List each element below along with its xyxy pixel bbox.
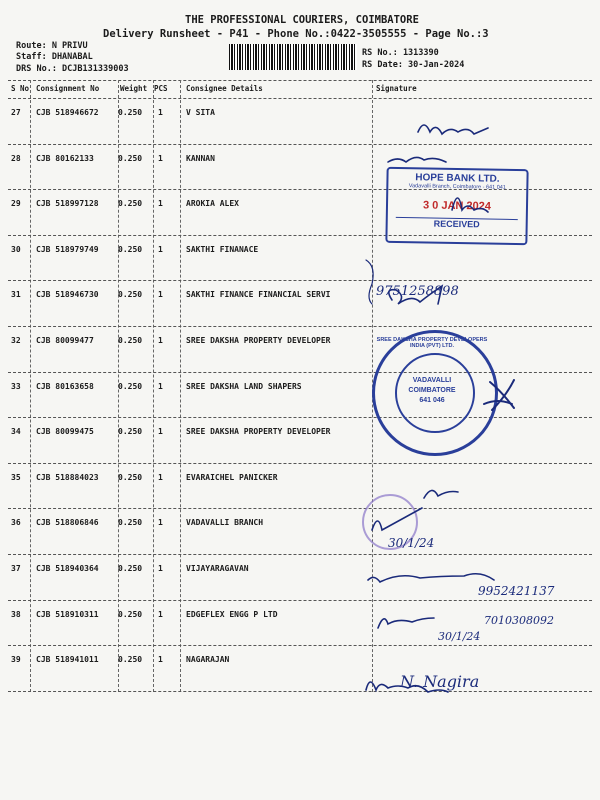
cell-weight: 0.250 [118, 381, 143, 391]
signature-28 [388, 157, 446, 162]
col-consignment: Consignment No [36, 84, 100, 93]
cell-weight: 0.250 [118, 427, 143, 437]
cell-consignment-no: CJB 518997128 [36, 199, 99, 209]
route-label: Route: N PRIVU [16, 41, 88, 51]
cell-consignee: VADAVALLI BRANCH [186, 518, 264, 528]
cell-consignment-no: CJB 80099475 [36, 427, 94, 437]
rs-number: RS No.: 1313390 [362, 48, 439, 58]
cell-pcs: 1 [158, 427, 163, 437]
cell-consignee: EVARAICHEL PANICKER [186, 472, 278, 482]
handwritten-phone-38: 7010308092 [484, 614, 554, 627]
col-consignee: Consignee Details [186, 84, 263, 93]
handwritten-date-38: 30/1/24 [438, 630, 481, 643]
page-title: THE PROFESSIONAL COURIERS, COIMBATORE [185, 14, 419, 26]
cell-consignee: KANNAN [186, 153, 215, 163]
cell-pcs: 1 [158, 518, 163, 528]
cell-weight: 0.250 [118, 472, 143, 482]
signature-30 [366, 260, 373, 304]
col-signature: Signature [376, 84, 417, 93]
cell-sno: 30 [11, 244, 21, 254]
cell-weight: 0.250 [118, 108, 143, 117]
signature-37 [368, 574, 494, 582]
cell-sno: 27 [11, 108, 21, 117]
cell-consignee: SAKTHI FINANACE [186, 244, 259, 254]
cell-consignment-no: CJB 518946730 [36, 290, 99, 300]
cell-consignee: SREE DAKSHA PROPERTY DEVELOPER [186, 336, 331, 345]
cell-weight: 0.250 [118, 655, 143, 665]
cell-consignee: VIJAYARAGAVAN [186, 564, 249, 573]
cell-pcs: 1 [158, 564, 163, 573]
handwritten-phone-31: 9751258898 [376, 284, 459, 299]
cell-weight: 0.250 [118, 290, 143, 300]
cell-sno: 34 [11, 427, 21, 437]
cell-sno: 38 [11, 609, 21, 619]
cell-sno: 31 [11, 290, 21, 300]
signature-33 [484, 380, 514, 410]
signature-29 [452, 198, 488, 212]
cell-pcs: 1 [158, 153, 163, 163]
cell-consignment-no: CJB 80163658 [36, 381, 94, 391]
col-sno: S No [11, 84, 30, 93]
cell-weight: 0.250 [118, 153, 143, 163]
handwritten-signature-39: N. Nagira [400, 672, 480, 691]
cell-consignee: NAGARAJAN [186, 655, 230, 665]
cell-weight: 0.250 [118, 199, 143, 209]
cell-consignment-no: CJB 518884023 [36, 472, 99, 482]
cell-consignee: SAKTHI FINANCE FINANCIAL SERVI [186, 290, 331, 300]
rs-date: RS Date: 30-Jan-2024 [362, 60, 465, 70]
cell-consignee: V SITA [186, 108, 215, 117]
col-pcs: PCS [154, 84, 168, 93]
handwritten-phone-37: 9952421137 [478, 584, 555, 598]
cell-sno: 32 [11, 336, 21, 345]
signature-35 [372, 490, 458, 530]
received-stamp: HOPE BANK LTD. Vadavalli Branch, Coimbatore - 641 041 3 0 JAN 2024 RECEIVED [385, 167, 528, 245]
handwritten-date-36: 30/1/24 [388, 536, 435, 550]
staff-label: Staff: DHANABAL [16, 52, 93, 62]
runsheet-subtitle: Delivery Runsheet - P41 - Phone No.:0422-3505555 - Page No.:3 [103, 28, 489, 40]
cell-consignee: AROKIA ALEX [186, 199, 239, 209]
signature-27 [418, 125, 488, 134]
cell-sno: 29 [11, 199, 21, 209]
cell-consignment-no: CJB 80162133 [36, 153, 94, 163]
drs-number: DRS No.: DCJB131339003 [16, 64, 129, 74]
cell-sno: 39 [11, 655, 21, 665]
cell-consignment-no: CJB 80099477 [36, 336, 94, 345]
cell-sno: 28 [11, 153, 21, 163]
cell-pcs: 1 [158, 199, 163, 209]
cell-sno: 36 [11, 518, 21, 528]
cell-sno: 35 [11, 472, 21, 482]
cell-consignment-no: CJB 518806846 [36, 518, 99, 528]
cell-pcs: 1 [158, 244, 163, 254]
cell-pcs: 1 [158, 381, 163, 391]
cell-weight: 0.250 [118, 518, 143, 528]
cell-consignment-no: CJB 518979749 [36, 244, 99, 254]
cell-weight: 0.250 [118, 609, 143, 619]
cell-sno: 33 [11, 381, 21, 391]
cell-weight: 0.250 [118, 564, 143, 573]
cell-consignment-no: CJB 518946672 [36, 108, 99, 117]
cell-consignee: SREE DAKSHA LAND SHAPERS [186, 381, 302, 391]
cell-pcs: 1 [158, 108, 163, 117]
cell-consignee: EDGEFLEX ENGG P LTD [186, 609, 278, 619]
cell-consignment-no: CJB 518941011 [36, 655, 99, 665]
cell-consignment-no: CJB 518910311 [36, 609, 99, 619]
cell-pcs: 1 [158, 290, 163, 300]
company-seal: SREE DAKSHA PROPERTY DEVELOPERS INDIA (PVT) LTD. VADAVALLI COIMBATORE 641 046 [372, 330, 498, 456]
cell-consignment-no: CJB 518940364 [36, 564, 99, 573]
cell-pcs: 1 [158, 655, 163, 665]
cell-pcs: 1 [158, 609, 163, 619]
cell-pcs: 1 [158, 336, 163, 345]
cell-pcs: 1 [158, 472, 163, 482]
cell-consignee: SREE DAKSHA PROPERTY DEVELOPER [186, 427, 331, 437]
cell-sno: 37 [11, 564, 21, 573]
signature-38 [378, 618, 434, 628]
cell-weight: 0.250 [118, 336, 143, 345]
col-weight: Weight [120, 84, 148, 93]
cell-weight: 0.250 [118, 244, 143, 254]
